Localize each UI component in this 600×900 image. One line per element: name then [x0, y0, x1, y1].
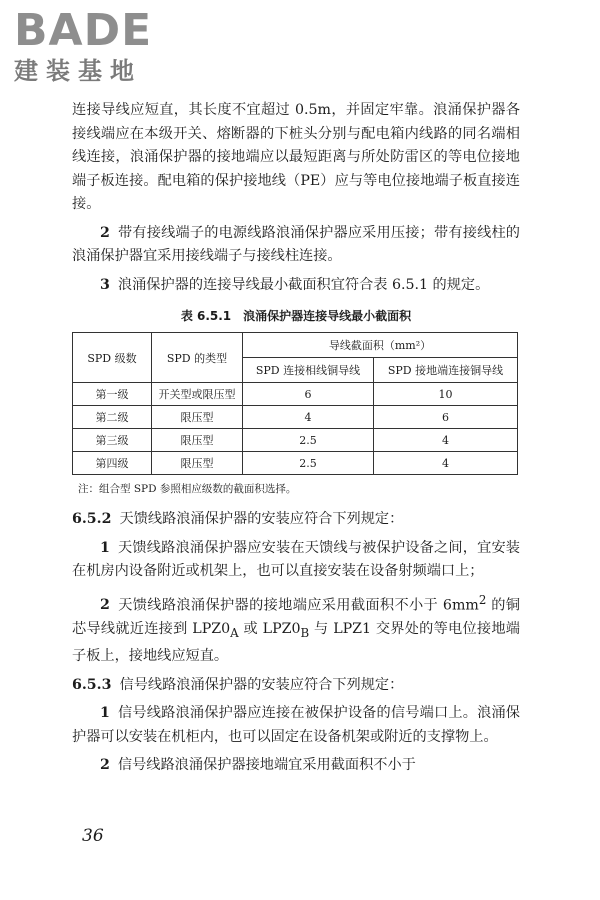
item-text: 浪涌保护器的连接导线最小截面积宜符合表 6.5.1 的规定。 [117, 276, 490, 293]
header-phase-wire: SPD 连接相线铜导线 [243, 358, 374, 383]
section-heading [72, 508, 520, 532]
item-text: 带有接线端子的电源线路浪涌保护器应采用压接；带有接线柱的浪涌保护器宜采用接线端子与接线柱连接。 [72, 224, 520, 264]
table-header-row [73, 333, 518, 358]
item-number: 1 [100, 705, 110, 722]
cell-phase: 6 [243, 383, 374, 406]
logo-wordmark: BADE [14, 5, 153, 56]
header-ground-wire: SPD 接地端连接铜导线 [373, 358, 517, 383]
table-row [73, 452, 518, 475]
item-text-post: 与 LPZ1 交界处的等电位接地端子板上，接地线应短直。 [72, 620, 520, 665]
section-title: 信号线路浪涌保护器的安装应符合下列规定： [119, 676, 404, 693]
cell-phase: 4 [243, 406, 374, 429]
header-spd-type: SPD 的类型 [152, 333, 243, 383]
list-item [72, 537, 520, 584]
subscript: A [230, 625, 239, 640]
list-item [72, 702, 520, 749]
item-number: 2 [100, 757, 110, 774]
cell-phase: 2.5 [243, 429, 374, 452]
cell-level: 第二级 [73, 406, 152, 429]
paragraph-continued: 连接导线应短直，其长度不宜超过 0.5m，并固定牢靠。浪涌保护器各接线端应在本级开关、熔断器的下桩头分别与配电箱内线路的同名端相线连接，浪涌保护器的接地端应以最短距离与所处防雷区的等电位接地端子板连接。配电箱的保护接地线（PE）应与等电位接地端子板直接连接。 [72, 102, 520, 212]
logo-subtitle: 建装基地 [14, 57, 142, 85]
spd-wire-table [72, 332, 518, 475]
header-wire-section: 导线截面积（mm²） [243, 333, 518, 358]
header-spd-level: SPD 级数 [73, 333, 152, 383]
subscript: B [300, 625, 310, 640]
section-title: 天馈线路浪涌保护器的安装应符合下列规定： [119, 511, 404, 527]
item-number: 3 [100, 276, 110, 293]
superscript: 2 [478, 592, 487, 607]
table-row [73, 406, 518, 429]
cell-level: 第三级 [73, 429, 152, 452]
page-number: 36 [82, 826, 104, 846]
cell-level: 第一级 [73, 383, 152, 406]
brand-logo [14, 5, 184, 86]
item-number: 2 [100, 597, 110, 614]
list-item [72, 222, 520, 269]
section-heading [72, 674, 520, 698]
cell-ground: 4 [373, 429, 517, 452]
list-item [72, 754, 520, 778]
section-number: 6.5.2 [72, 511, 112, 527]
item-text-mid: 或 LPZ0 [238, 620, 301, 637]
table-row [73, 383, 518, 406]
table-row [73, 429, 518, 452]
item-number: 1 [100, 539, 110, 556]
cell-type: 限压型 [152, 429, 243, 452]
item-text: 天馈线路浪涌保护器应安装在天馈线与被保护设备之间，宜安装在机房内设备附近或机架上，也可以直接安装在设备射频端口上； [72, 539, 520, 579]
list-item [72, 589, 520, 669]
page-content [72, 99, 520, 783]
cell-level: 第四级 [73, 452, 152, 475]
item-text-mid: 的铜芯导线就近连接到 LPZ0 [72, 597, 520, 637]
item-number: 2 [100, 224, 110, 241]
cell-ground: 10 [373, 383, 517, 406]
item-text-pre: 天馈线路浪涌保护器的接地端应采用截面积不小于 6mm [117, 597, 479, 614]
item-text: 信号线路浪涌保护器接地端宜采用截面积不小于 [117, 757, 416, 774]
cell-type: 限压型 [152, 406, 243, 429]
cell-type: 限压型 [152, 452, 243, 475]
section-number: 6.5.3 [72, 676, 112, 693]
list-item [72, 274, 520, 298]
cell-type: 开关型或限压型 [152, 383, 243, 406]
table-title: 表 6.5.1 浪涌保护器连接导线最小截面积 [180, 309, 412, 323]
item-text: 信号线路浪涌保护器应连接在被保护设备的信号端口上。浪涌保护器可以安装在机柜内，也可以固定在设备机架或附近的支撑物上。 [72, 705, 520, 745]
table-note: 注：组合型 SPD 参照相应级数的截面积选择。 [78, 483, 297, 495]
cell-phase: 2.5 [243, 452, 374, 475]
cell-ground: 6 [373, 406, 517, 429]
cell-ground: 4 [373, 452, 517, 475]
